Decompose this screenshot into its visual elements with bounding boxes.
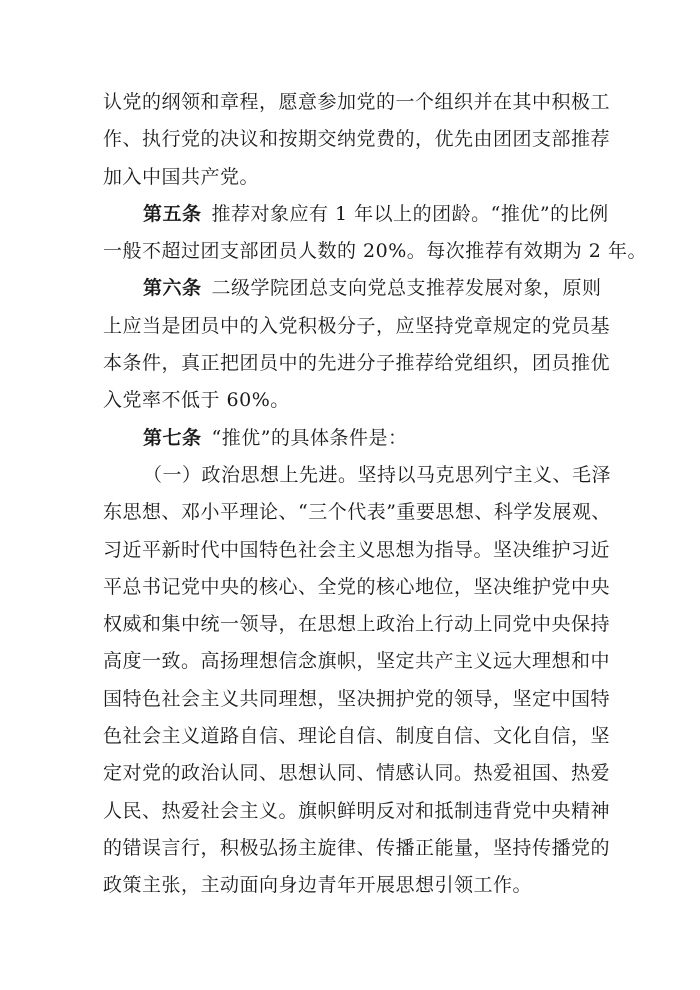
- item-1-line: 习近平新时代中国特色社会主义思想为指导。坚决维护习近: [103, 538, 611, 561]
- item-1-line: 平总书记党中央的核心、全党的核心地位，坚决维护党中央: [103, 575, 611, 598]
- item-1-line: 的错误言行，积极弘扬主旋律、传播正能量，坚持传播党的: [103, 836, 611, 859]
- article-7-text: “推优”的具体条件是：: [211, 426, 408, 449]
- article-6-line-2: 上应当是团员中的入党积极分子，应坚持党章规定的党员基: [103, 314, 611, 337]
- article-5-text: 推荐对象应有 1 年以上的团龄。“推优”的比例: [211, 202, 609, 225]
- item-1-line: 权威和集中统一领导，在思想上政治上行动上同党中央保持: [103, 613, 611, 636]
- article-6-heading: 第六条: [143, 277, 202, 300]
- article-5-line-2: 一般不超过团支部团员人数的 20%。每次推荐有效期为 2 年。: [103, 240, 647, 263]
- intro-line: 作、执行党的决议和按期交纳党费的，优先由团团支部推荐: [103, 128, 611, 151]
- item-1-line: 高度一致。高扬理想信念旗帜，坚定共产主义远大理想和中: [103, 650, 611, 673]
- article-5-line-1: [103, 196, 609, 233]
- article-6-line-4: 入党率不低于 60%。: [103, 389, 290, 412]
- intro-line: 认党的纲领和章程，愿意参加党的一个组织并在其中积极工: [103, 91, 611, 113]
- item-1-line: 国特色社会主义共同理想，坚决拥护党的领导，坚定中国特: [103, 687, 611, 710]
- article-7-line-1: [103, 420, 603, 457]
- document-body: [103, 84, 647, 905]
- item-1-line: 定对党的政治认同、思想认同、情感认同。热爱祖国、热爱: [103, 762, 611, 785]
- article-6-line-1: [103, 270, 603, 307]
- article-5-heading: 第五条: [143, 202, 202, 225]
- item-1-line: 东思想、邓小平理论、“三个代表”重要思想、科学发展观、: [103, 501, 611, 524]
- item-1-line: 政策主张，主动面向身边青年开展思想引领工作。: [103, 874, 533, 897]
- item-1-line: 色社会主义道路自信、理论自信、制度自信、文化自信，坚: [103, 725, 611, 748]
- article-7-heading: 第七条: [143, 426, 202, 449]
- item-1-line: 人民、热爱社会主义。旗帜鲜明反对和抵制违背党中央精神: [103, 799, 611, 822]
- item-1-line: （一）政治思想上先进。坚持以马克思列宁主义、毛泽: [143, 463, 612, 486]
- intro-line: 加入中国共产党。: [103, 165, 260, 188]
- article-6-text: 二级学院团总支向党总支推荐发展对象，原则: [211, 277, 602, 300]
- article-6-line-3: 本条件，真正把团员中的先进分子推荐给党组织，团员推优: [103, 352, 611, 375]
